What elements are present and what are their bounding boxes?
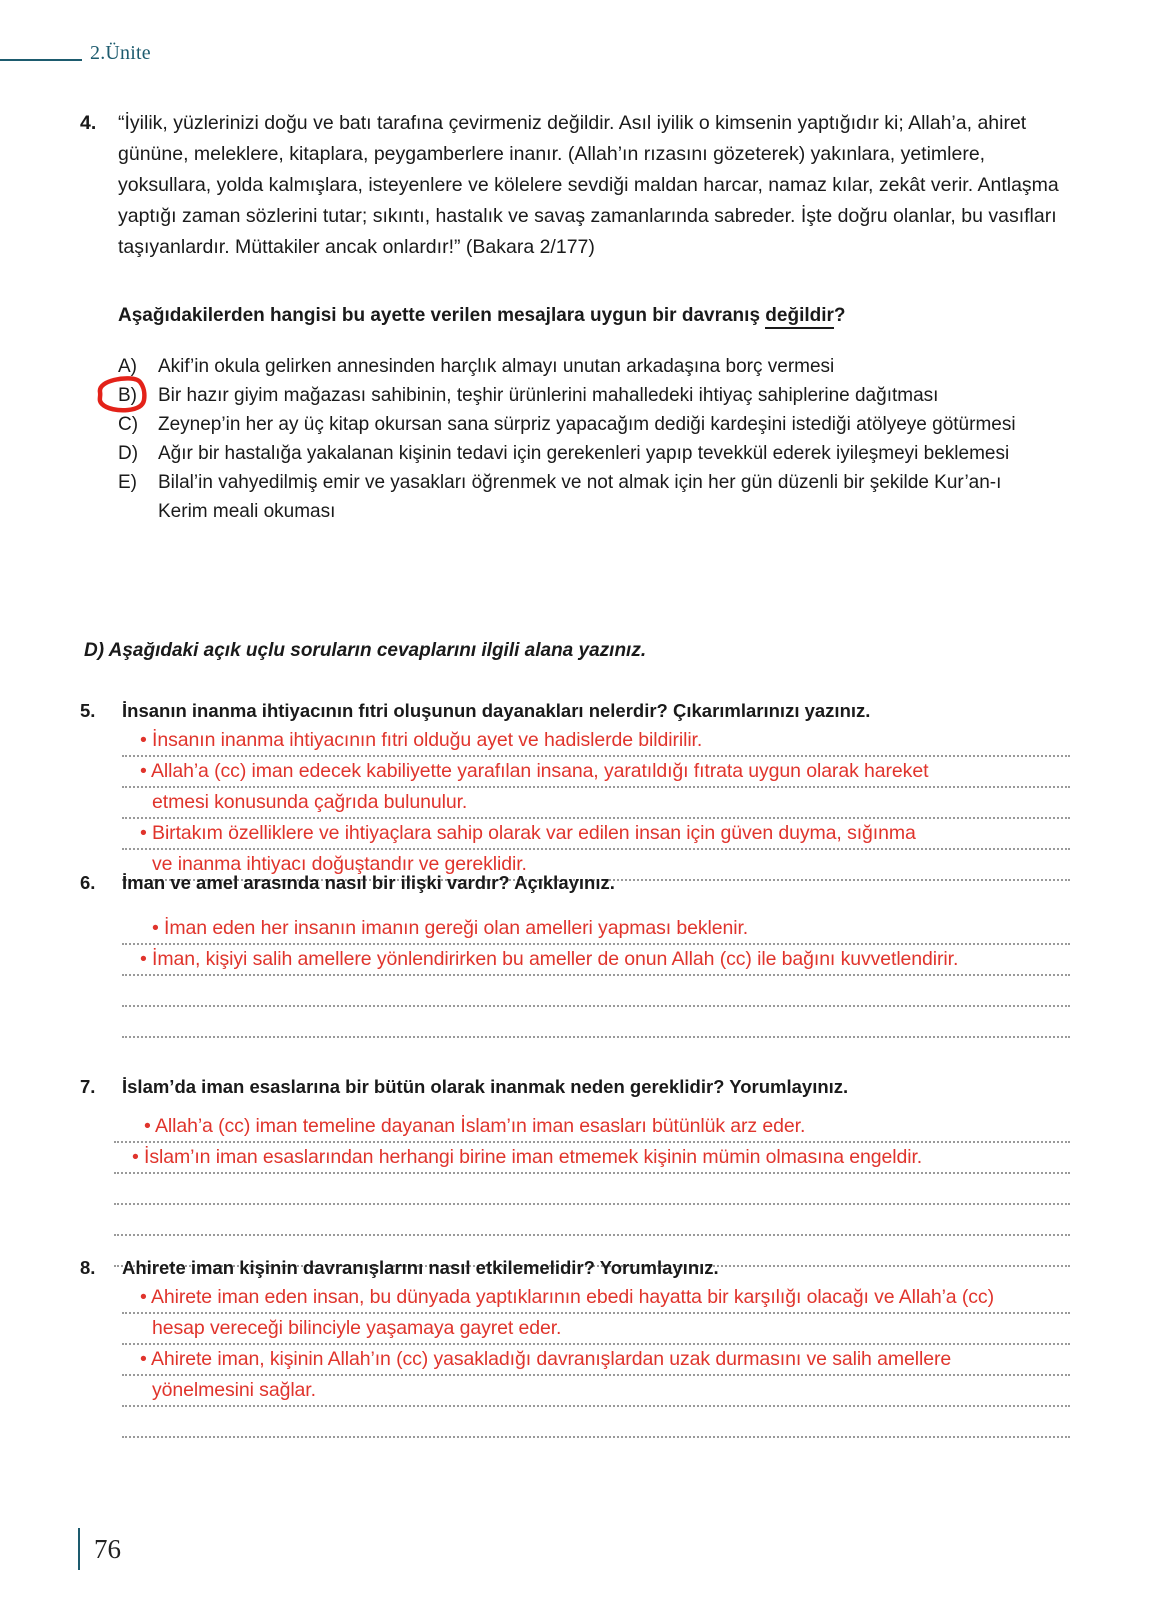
question-4-number: 4. — [80, 112, 97, 134]
answer-text: • Allah’a (cc) iman edecek kabiliyette yarafılan insana, yaratıldığı fıtrata uygun olarak hareket — [140, 760, 929, 782]
answer-text: • Ahirete iman eden insan, bu dünyada yaptıklarının ebedi hayatta bir karşılığı olacağı ve Allah’a (cc) — [140, 1286, 994, 1308]
option-c[interactable] — [118, 410, 1048, 439]
prompt-lead-text: Aşağıdakilerden hangisi bu ayette verilen mesajlara uygun bir davranış — [118, 305, 766, 326]
option-b-letter: B) — [118, 385, 137, 406]
question-5-number: 5. — [80, 700, 96, 721]
answer-line[interactable] — [122, 1376, 1070, 1407]
option-d[interactable] — [118, 439, 1048, 468]
answer-line[interactable] — [122, 788, 1070, 819]
answer-line[interactable] — [122, 1345, 1070, 1376]
option-d-letter: D) — [118, 443, 139, 464]
question-8-title: Ahirete iman kişinin davranışlarını nasıl etkilemelidir? Yorumlayınız. — [122, 1257, 719, 1278]
answer-line[interactable] — [122, 1407, 1070, 1438]
option-c-letter: C) — [118, 414, 139, 435]
question-6-title: İman ve amel arasında nasıl bir ilişki vardır? Açıklayınız. — [122, 872, 615, 893]
page-header — [0, 42, 1151, 76]
answer-line[interactable] — [122, 726, 1070, 757]
question-4-prompt — [118, 302, 1048, 330]
option-e-text: Bilal’in vahyedilmiş emir ve yasakları öğrenmek ve not almak için her gün düzenli bir şekilde Kur’an-ı Kerim meali okuması — [158, 472, 1002, 522]
question-4-row — [80, 108, 1070, 263]
answer-text: • Allah’a (cc) iman temeline dayanan İslam’ın iman esasları bütünlük arz eder. — [144, 1115, 806, 1137]
question-5-title: İnsanın inanma ihtiyacının fıtri oluşunun dayanakları nelerdir? Çıkarımlarınızı yazınız. — [122, 700, 871, 721]
page-number: 76 — [94, 1533, 121, 1564]
answer-text: • Birtakım özelliklere ve ihtiyaçlara sahip olarak var edilen insan için güven duyma, sığınma — [140, 822, 916, 844]
answer-text: ve inanma ihtiyacı doğuştandır ve gereklidir. — [152, 853, 527, 875]
question-8-block — [80, 1255, 1070, 1438]
option-b-text: Bir hazır giyim mağazası sahibinin, teşhir ürünlerini mahalledeki ihtiyaç sahiplerine dağıtması — [158, 385, 939, 406]
prompt-tail-text: ? — [833, 305, 846, 326]
question-6-answer-area[interactable] — [122, 914, 1070, 1038]
answer-text: • İman, kişiyi salih amellere yönlendirirken bu ameller de onun Allah (cc) ile bağını kuvvetlendirir. — [140, 948, 959, 970]
question-7-number: 7. — [80, 1076, 96, 1097]
question-6-number: 6. — [80, 872, 96, 893]
question-4-passage: “İyilik, yüzlerinizi doğu ve batı tarafına çevirmeniz değildir. Asıl iyilik o kimsenin yaptığıdır ki; Allah’a, ahiret gününe, meleklere, kitaplara, peygamberlere inanır. (Allah’ın rızasını gözeterek) yakınlara, yetimlere, yoksullara, yolda kalmışlara, isteyenlere ve kölelere sevdiği maldan harcar, namaz kılar, zekât verir. Antlaşma yaptığı zaman sözlerini tutar; sıkıntı, hastalık ve savaş zamanlarında sabreder. İşte doğru olanlar, bu vasıfları taşıyanlardır. Müttakiler ancak onlardır!” (Bakara 2/177) — [118, 112, 1059, 258]
question-5-answer-area[interactable] — [122, 726, 1070, 881]
section-d-heading: D) Aşağıdaki açık uçlu soruların cevaplarını ilgili alana yazınız. — [84, 640, 647, 661]
answer-line[interactable] — [122, 914, 1070, 945]
answer-text: • İnsanın inanma ihtiyacının fıtri olduğu ayet ve hadislerde bildirilir. — [140, 729, 703, 751]
answer-text: yönelmesini sağlar. — [152, 1379, 316, 1401]
answer-line[interactable] — [114, 1112, 1070, 1143]
answer-line[interactable] — [114, 1205, 1070, 1236]
option-b[interactable] — [118, 381, 1048, 410]
answer-text: • İman eden her insanın imanın gereği olan amelleri yapması beklenir. — [152, 917, 749, 939]
option-a-letter: A) — [118, 356, 137, 377]
answer-text: hesap vereceği bilinciyle yaşamaya gayret eder. — [152, 1317, 562, 1339]
question-7-heading — [80, 1074, 1070, 1100]
option-e[interactable] — [118, 468, 1048, 526]
answer-text: • Ahirete iman, kişinin Allah’ın (cc) yasakladığı davranışlardan uzak durmasını ve salih amellere — [140, 1348, 952, 1370]
option-a-text: Akif’in okula gelirken annesinden harçlık almayı unutan arkadaşına borç vermesi — [158, 356, 835, 377]
question-6-heading — [80, 870, 1070, 896]
answer-text: • İslam’ın iman esaslarından herhangi birine iman etmemek kişinin mümin olmasına engeldir. — [132, 1146, 923, 1168]
option-c-text: Zeynep’in her ay üç kitap okursan sana sürpriz yapacağım dediği kardeşini istediği atölyeye götürmesi — [158, 414, 1016, 435]
answer-text: etmesi konusunda çağrıda bulunulur. — [152, 791, 468, 813]
question-6-block — [80, 870, 1070, 1038]
answer-line[interactable] — [122, 1007, 1070, 1038]
option-d-text: Ağır bir hastalığa yakalanan kişinin tedavi için gerekenleri yapıp tevekkül ederek iyileşmeyi beklemesi — [158, 443, 1010, 464]
question-7-block — [80, 1074, 1070, 1267]
answer-line[interactable] — [122, 945, 1070, 976]
answer-line[interactable] — [122, 1314, 1070, 1345]
question-7-answer-area[interactable] — [114, 1112, 1070, 1267]
answer-line[interactable] — [122, 819, 1070, 850]
answer-line[interactable] — [122, 757, 1070, 788]
question-4-block — [80, 108, 1070, 263]
answer-line[interactable] — [114, 1143, 1070, 1174]
answer-line[interactable] — [114, 1174, 1070, 1205]
question-5-heading — [80, 698, 1070, 724]
question-8-heading — [80, 1255, 1070, 1281]
answer-line[interactable] — [122, 976, 1070, 1007]
header-rule — [0, 59, 82, 61]
answer-line[interactable] — [122, 1283, 1070, 1314]
question-7-title: İslam’da iman esaslarına bir bütün olarak inanmak neden gereklidir? Yorumlayınız. — [122, 1076, 849, 1097]
footer-rule — [78, 1528, 80, 1570]
question-5-block — [80, 698, 1070, 881]
prompt-underlined-word: değildir — [765, 305, 834, 329]
page-footer — [78, 1528, 121, 1570]
question-4-options — [118, 352, 1048, 526]
option-a[interactable] — [118, 352, 1048, 381]
option-e-letter: E) — [118, 472, 137, 493]
question-8-answer-area[interactable] — [122, 1283, 1070, 1438]
unit-label: 2.Ünite — [90, 42, 151, 64]
question-8-number: 8. — [80, 1257, 96, 1278]
